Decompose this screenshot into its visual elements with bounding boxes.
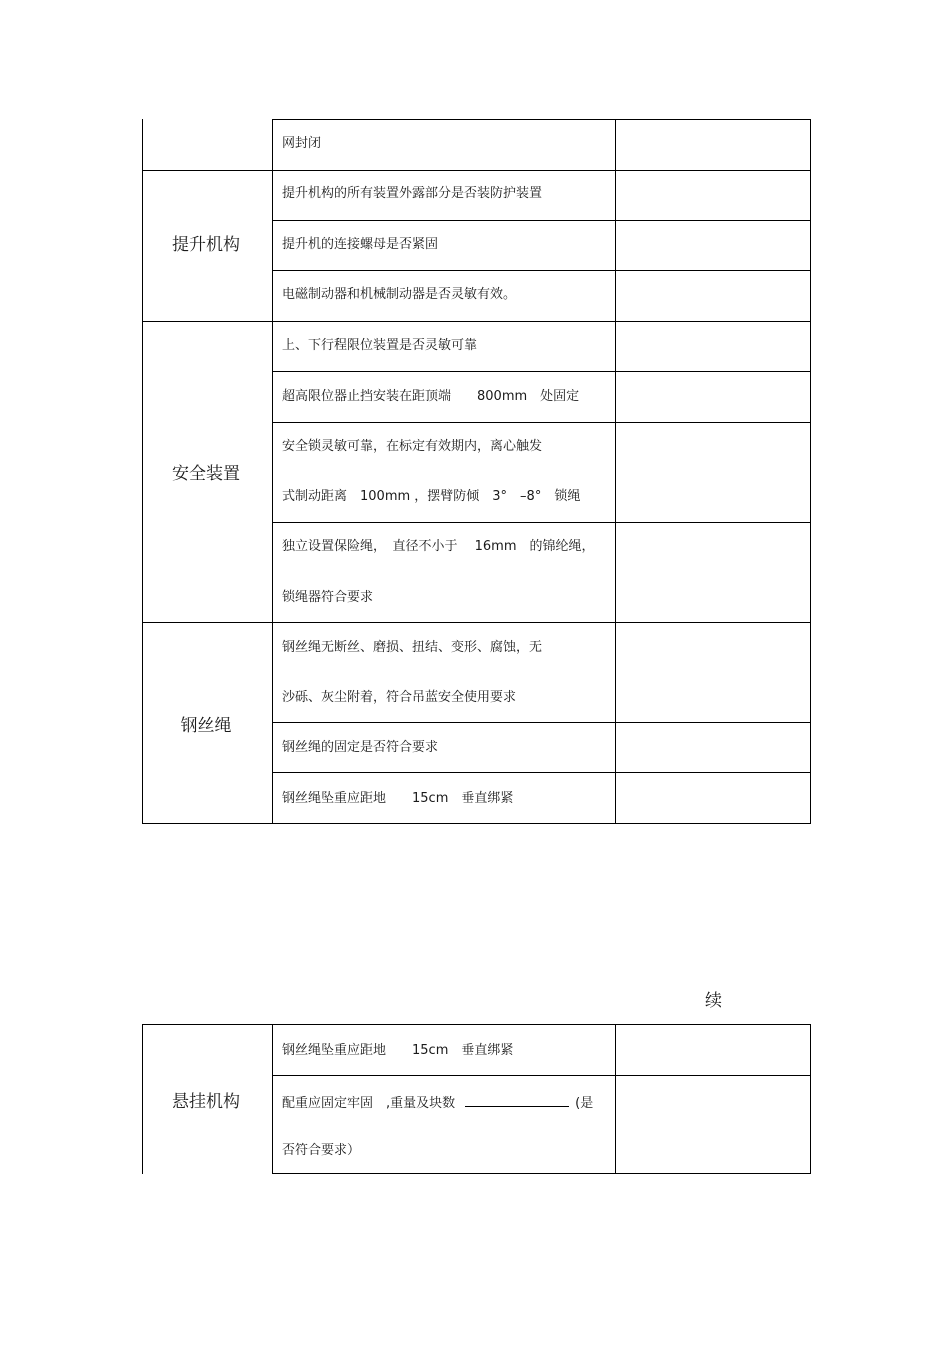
- item-text-with-blank: [282, 1094, 593, 1112]
- table-divider-result: [615, 1024, 616, 1174]
- item-text: 沙砾、灰尘附着，符合吊蓝安全使用要求: [282, 690, 517, 705]
- item-text: 钢丝绳无断丝、磨损、扭结、变形、腐蚀，无: [282, 640, 543, 655]
- table-divider-result: [615, 119, 616, 824]
- table-border-left: [142, 119, 143, 824]
- table-border-right: [810, 119, 811, 824]
- row-line: [272, 772, 811, 773]
- category-wire-rope: 钢丝绳: [180, 716, 232, 736]
- category-suspension-mechanism: 悬挂机构: [172, 1092, 240, 1112]
- item-text: 钢丝绳的固定是否符合要求: [282, 740, 439, 755]
- fill-in-blank[interactable]: [465, 1094, 569, 1107]
- item-text: 上、下行程限位装置是否灵敏可靠: [282, 338, 478, 353]
- row-line: [272, 1075, 811, 1076]
- row-line: [142, 823, 811, 824]
- item-text: 提升机的连接螺母是否紧固: [282, 237, 439, 252]
- item-text: 提升机构的所有装置外露部分是否装防护装置: [282, 186, 543, 201]
- table-border-right: [810, 1024, 811, 1174]
- table-divider-category: [272, 119, 273, 824]
- item-text: 独立设置保险绳， 直径不小于 16mm 的锦纶绳，: [282, 539, 595, 554]
- table-border-left: [142, 1024, 143, 1174]
- item-text: (是: [575, 1096, 594, 1111]
- row-line: [272, 119, 811, 120]
- item-text: 超高限位器止挡安装在距顶端 800mm 处固定: [282, 389, 580, 404]
- item-text: 钢丝绳坠重应距地 15cm 垂直绑紧: [282, 1043, 514, 1058]
- row-line: [272, 220, 811, 221]
- item-text: 否符合要求）: [282, 1143, 361, 1158]
- row-line: [272, 422, 811, 423]
- table-divider-category: [272, 1024, 273, 1174]
- item-text: 钢丝绳坠重应距地 15cm 垂直绑紧: [282, 791, 514, 806]
- row-line: [142, 622, 811, 623]
- row-line: [272, 371, 811, 372]
- item-text: 配重应固定牢固 ,重量及块数: [282, 1096, 456, 1111]
- row-line: [272, 1173, 811, 1174]
- category-lift-mechanism: 提升机构: [172, 235, 240, 255]
- item-text: 网封闭: [282, 136, 322, 151]
- row-line: [142, 170, 811, 171]
- row-line: [142, 321, 811, 322]
- row-line: [142, 1024, 811, 1025]
- item-text: 电磁制动器和机械制动器是否灵敏有效。: [282, 287, 517, 302]
- continued-label: 续: [705, 991, 722, 1011]
- item-text: 安全锁灵敏可靠，在标定有效期内，离心触发: [282, 439, 543, 454]
- item-text: 式制动距离 100mm ，摆臂防倾 3° –8° 锁绳: [282, 489, 581, 504]
- row-line: [272, 270, 811, 271]
- item-text: 锁绳器符合要求: [282, 590, 374, 605]
- row-line: [272, 522, 811, 523]
- category-safety-device: 安全装置: [172, 464, 240, 484]
- row-line: [272, 722, 811, 723]
